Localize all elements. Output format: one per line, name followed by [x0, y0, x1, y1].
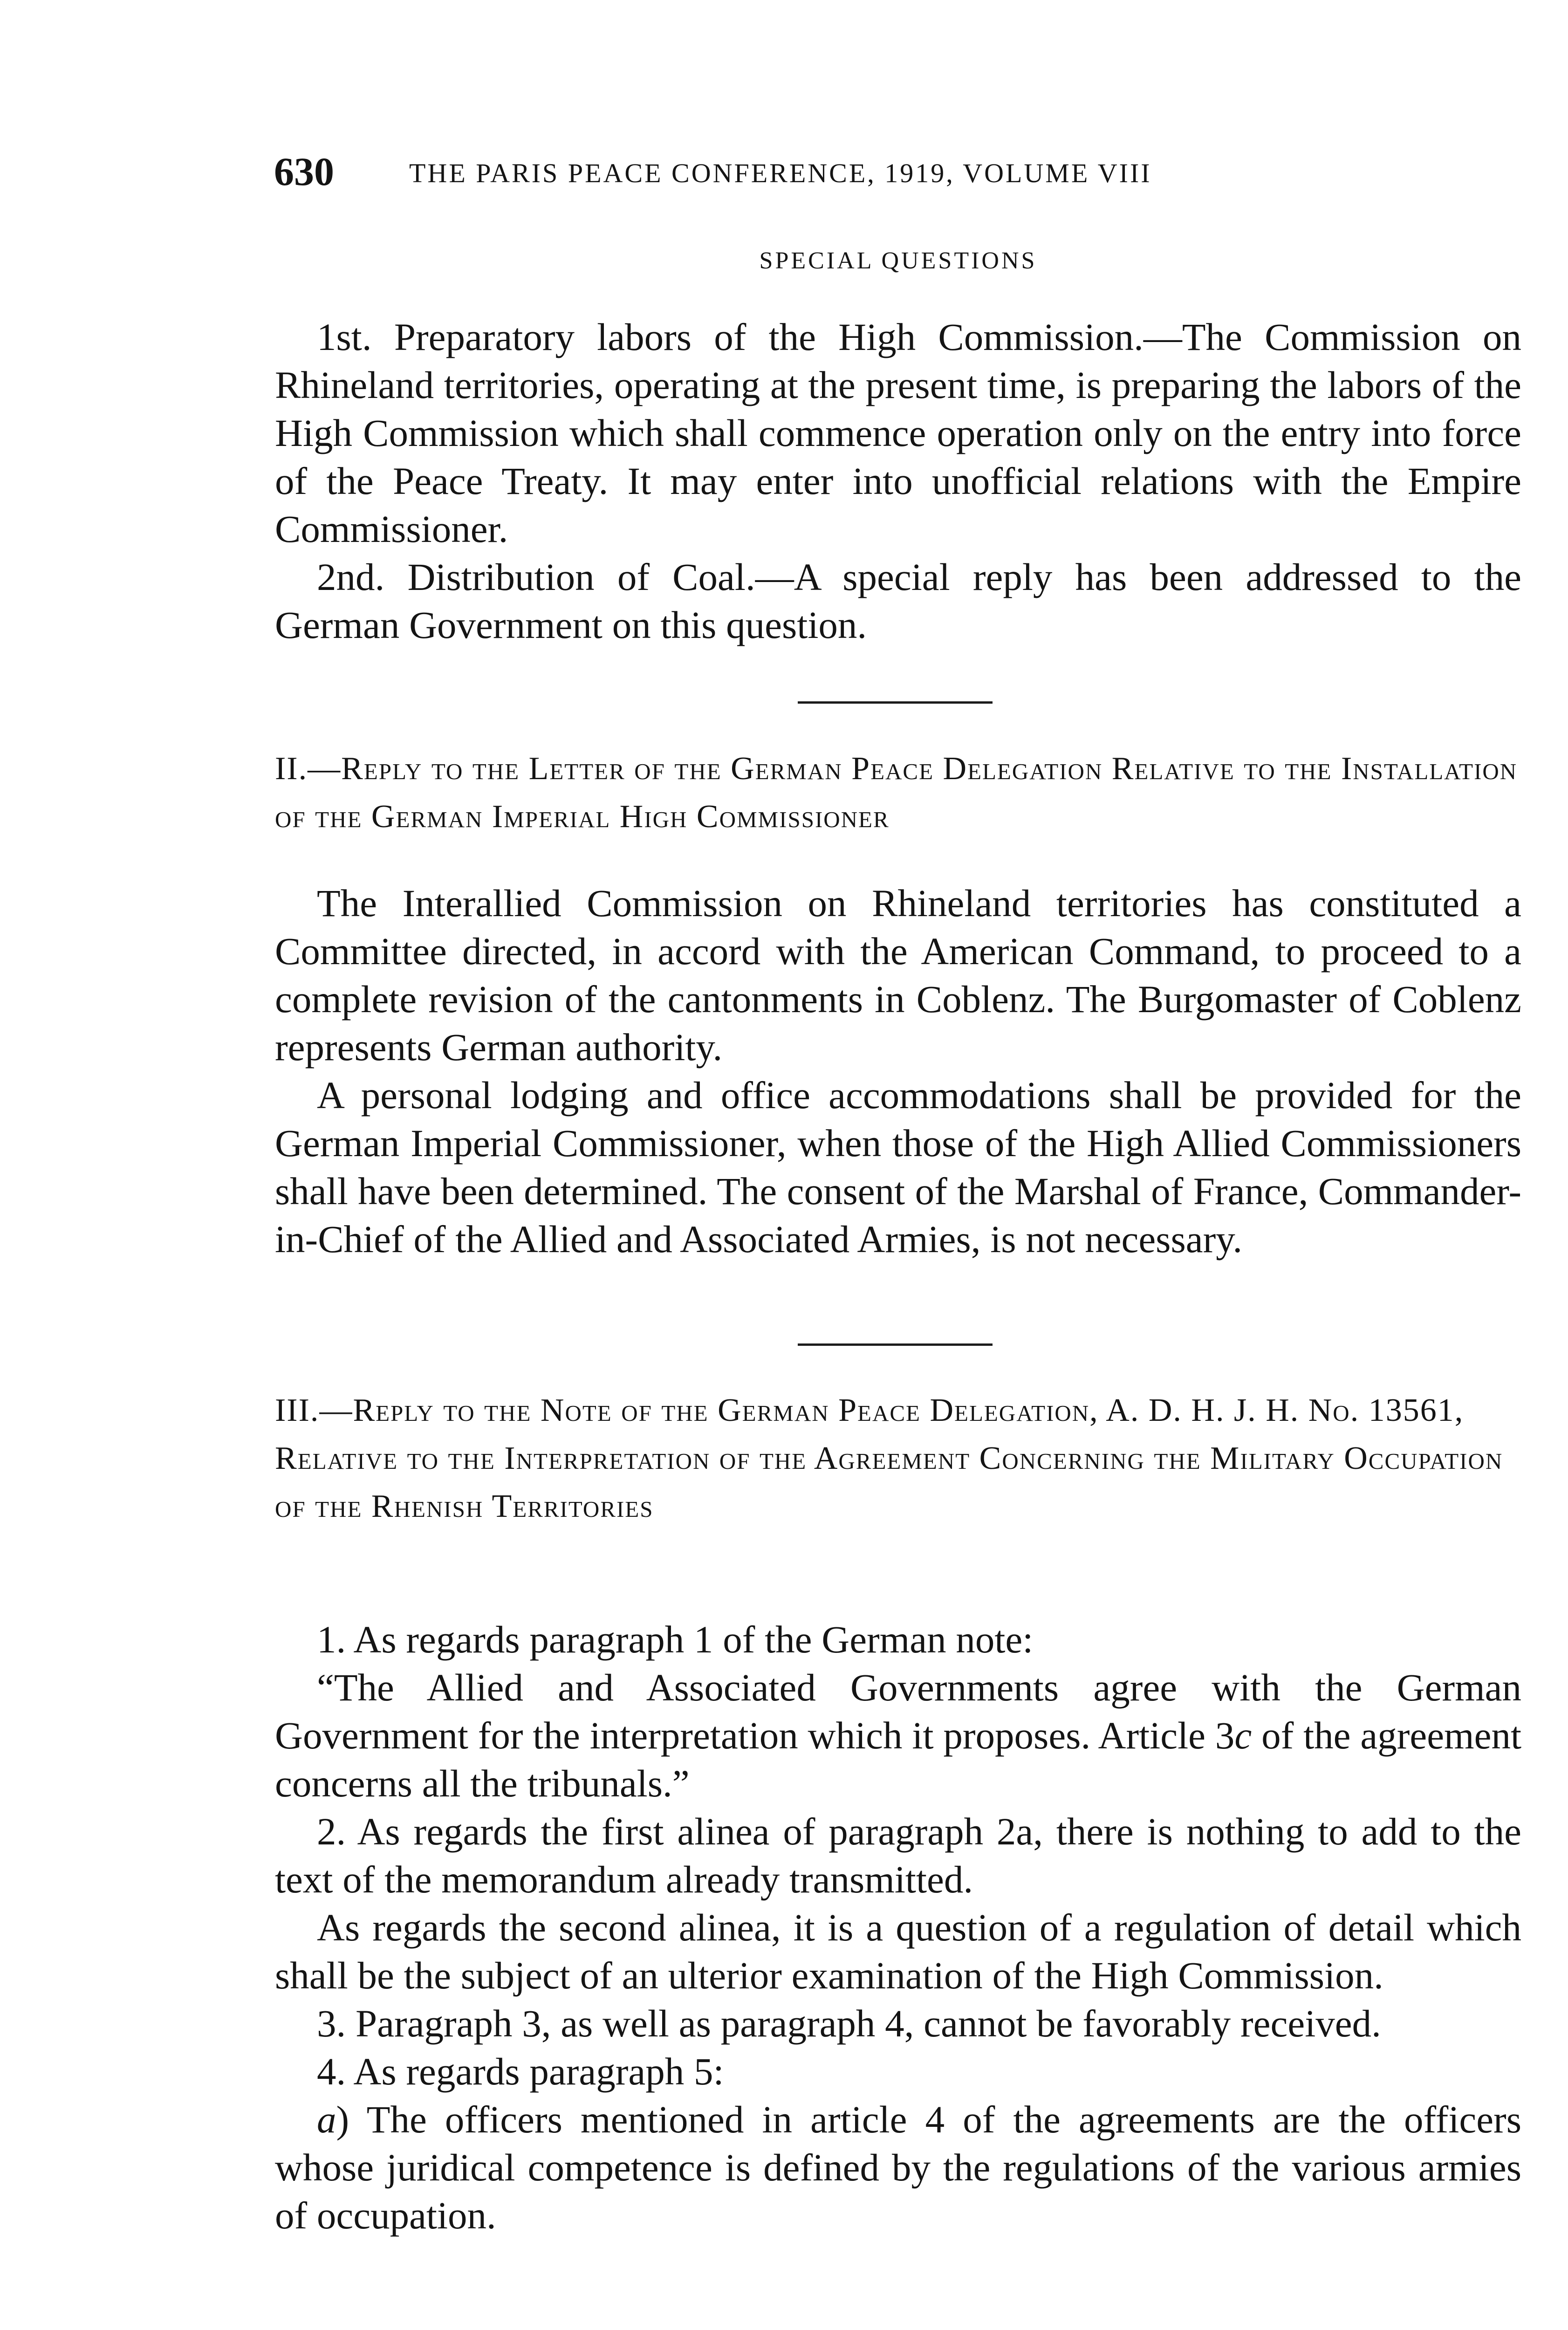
section-2-body: [275, 879, 1521, 1263]
paragraph: 4. As regards paragraph 5:: [317, 2050, 724, 2093]
section-2-heading: [275, 745, 1521, 841]
special-questions-body: [275, 313, 1521, 649]
text-run: “The Allied and Associated Governments agree with the German Government for the interpretation which it proposes. Article 3: [275, 1666, 1521, 1757]
section-2-title: —Reply to the Letter of the German Peace Delegation Relative to the Installation of the German Imperial High Commissioner: [275, 751, 1518, 835]
running-head: [274, 148, 1523, 195]
page-number: 630: [274, 149, 334, 194]
paragraph: A personal lodging and office accommodations shall be provided for the German Imperial Commissioner, when those of the High Allied Commissioners shall have been determined. The consent of the Marshal of France, Commander-in-Chief of the Allied and Associated Armies, is not necessary.: [275, 1074, 1521, 1261]
section-divider: [798, 1343, 993, 1346]
paragraph: 1. As regards paragraph 1 of the German note:: [317, 1618, 1034, 1661]
special-questions-label: SPECIAL QUESTIONS: [759, 247, 1037, 274]
paragraph: 3. Paragraph 3, as well as paragraph 4, cannot be favorably received.: [317, 2002, 1381, 2045]
paragraph: As regards the second alinea, it is a question of a regulation of detail which shall be the subject of an ulterior examination of the High Commission.: [275, 1906, 1521, 1997]
section-2-number: II.: [275, 751, 308, 787]
section-3-title: —Reply to the Note of the German Peace Delegation, A. D. H. J. H. No. 13561, Relative to the Interpretation of the Agreement Concerning the Military Occupation of the Rhenish Territories: [275, 1392, 1503, 1524]
section-3-number: III.: [275, 1392, 320, 1428]
paragraph: The Interallied Commission on Rhineland territories has constituted a Committee directed, in accord with the American Command, to proceed to a complete revision of the cantonments in Coblenz. The Burgomaster of Coblenz represents German authority.: [275, 882, 1521, 1069]
paragraph: 2. As regards the first alinea of paragraph 2a, there is nothing to add to the text of the memorandum already transmitted.: [275, 1810, 1521, 1901]
text-run-italic: a: [317, 2098, 336, 2141]
text-run-italic: c: [1234, 1714, 1252, 1757]
section-3-body: [275, 1616, 1521, 2240]
paragraph: [275, 2096, 1521, 2240]
text-run: ) The officers mentioned in article 4 of the agreements are the officers whose juridical competence is defined by the regulations of the various armies of occupation.: [275, 2098, 1521, 2237]
paragraph: 1st. Preparatory labors of the High Commission.—The Commission on Rhineland territories, operating at the present time, is preparing the labors of the High Commission which shall commence operation only on the entry into force of the Peace Treaty. It may enter into unofficial relations with the Empire Commissioner.: [275, 315, 1521, 550]
text-run: of the agreement concerns all the tribunals.”: [275, 1714, 1522, 1805]
running-title: THE PARIS PEACE CONFERENCE, 1919, VOLUME VIII: [409, 158, 1152, 188]
section-divider: [798, 701, 993, 704]
section-3-heading: [275, 1386, 1521, 1530]
paragraph: 2nd. Distribution of Coal.—A special reply has been addressed to the German Government on this question.: [275, 555, 1521, 646]
paragraph: [275, 1664, 1521, 1808]
